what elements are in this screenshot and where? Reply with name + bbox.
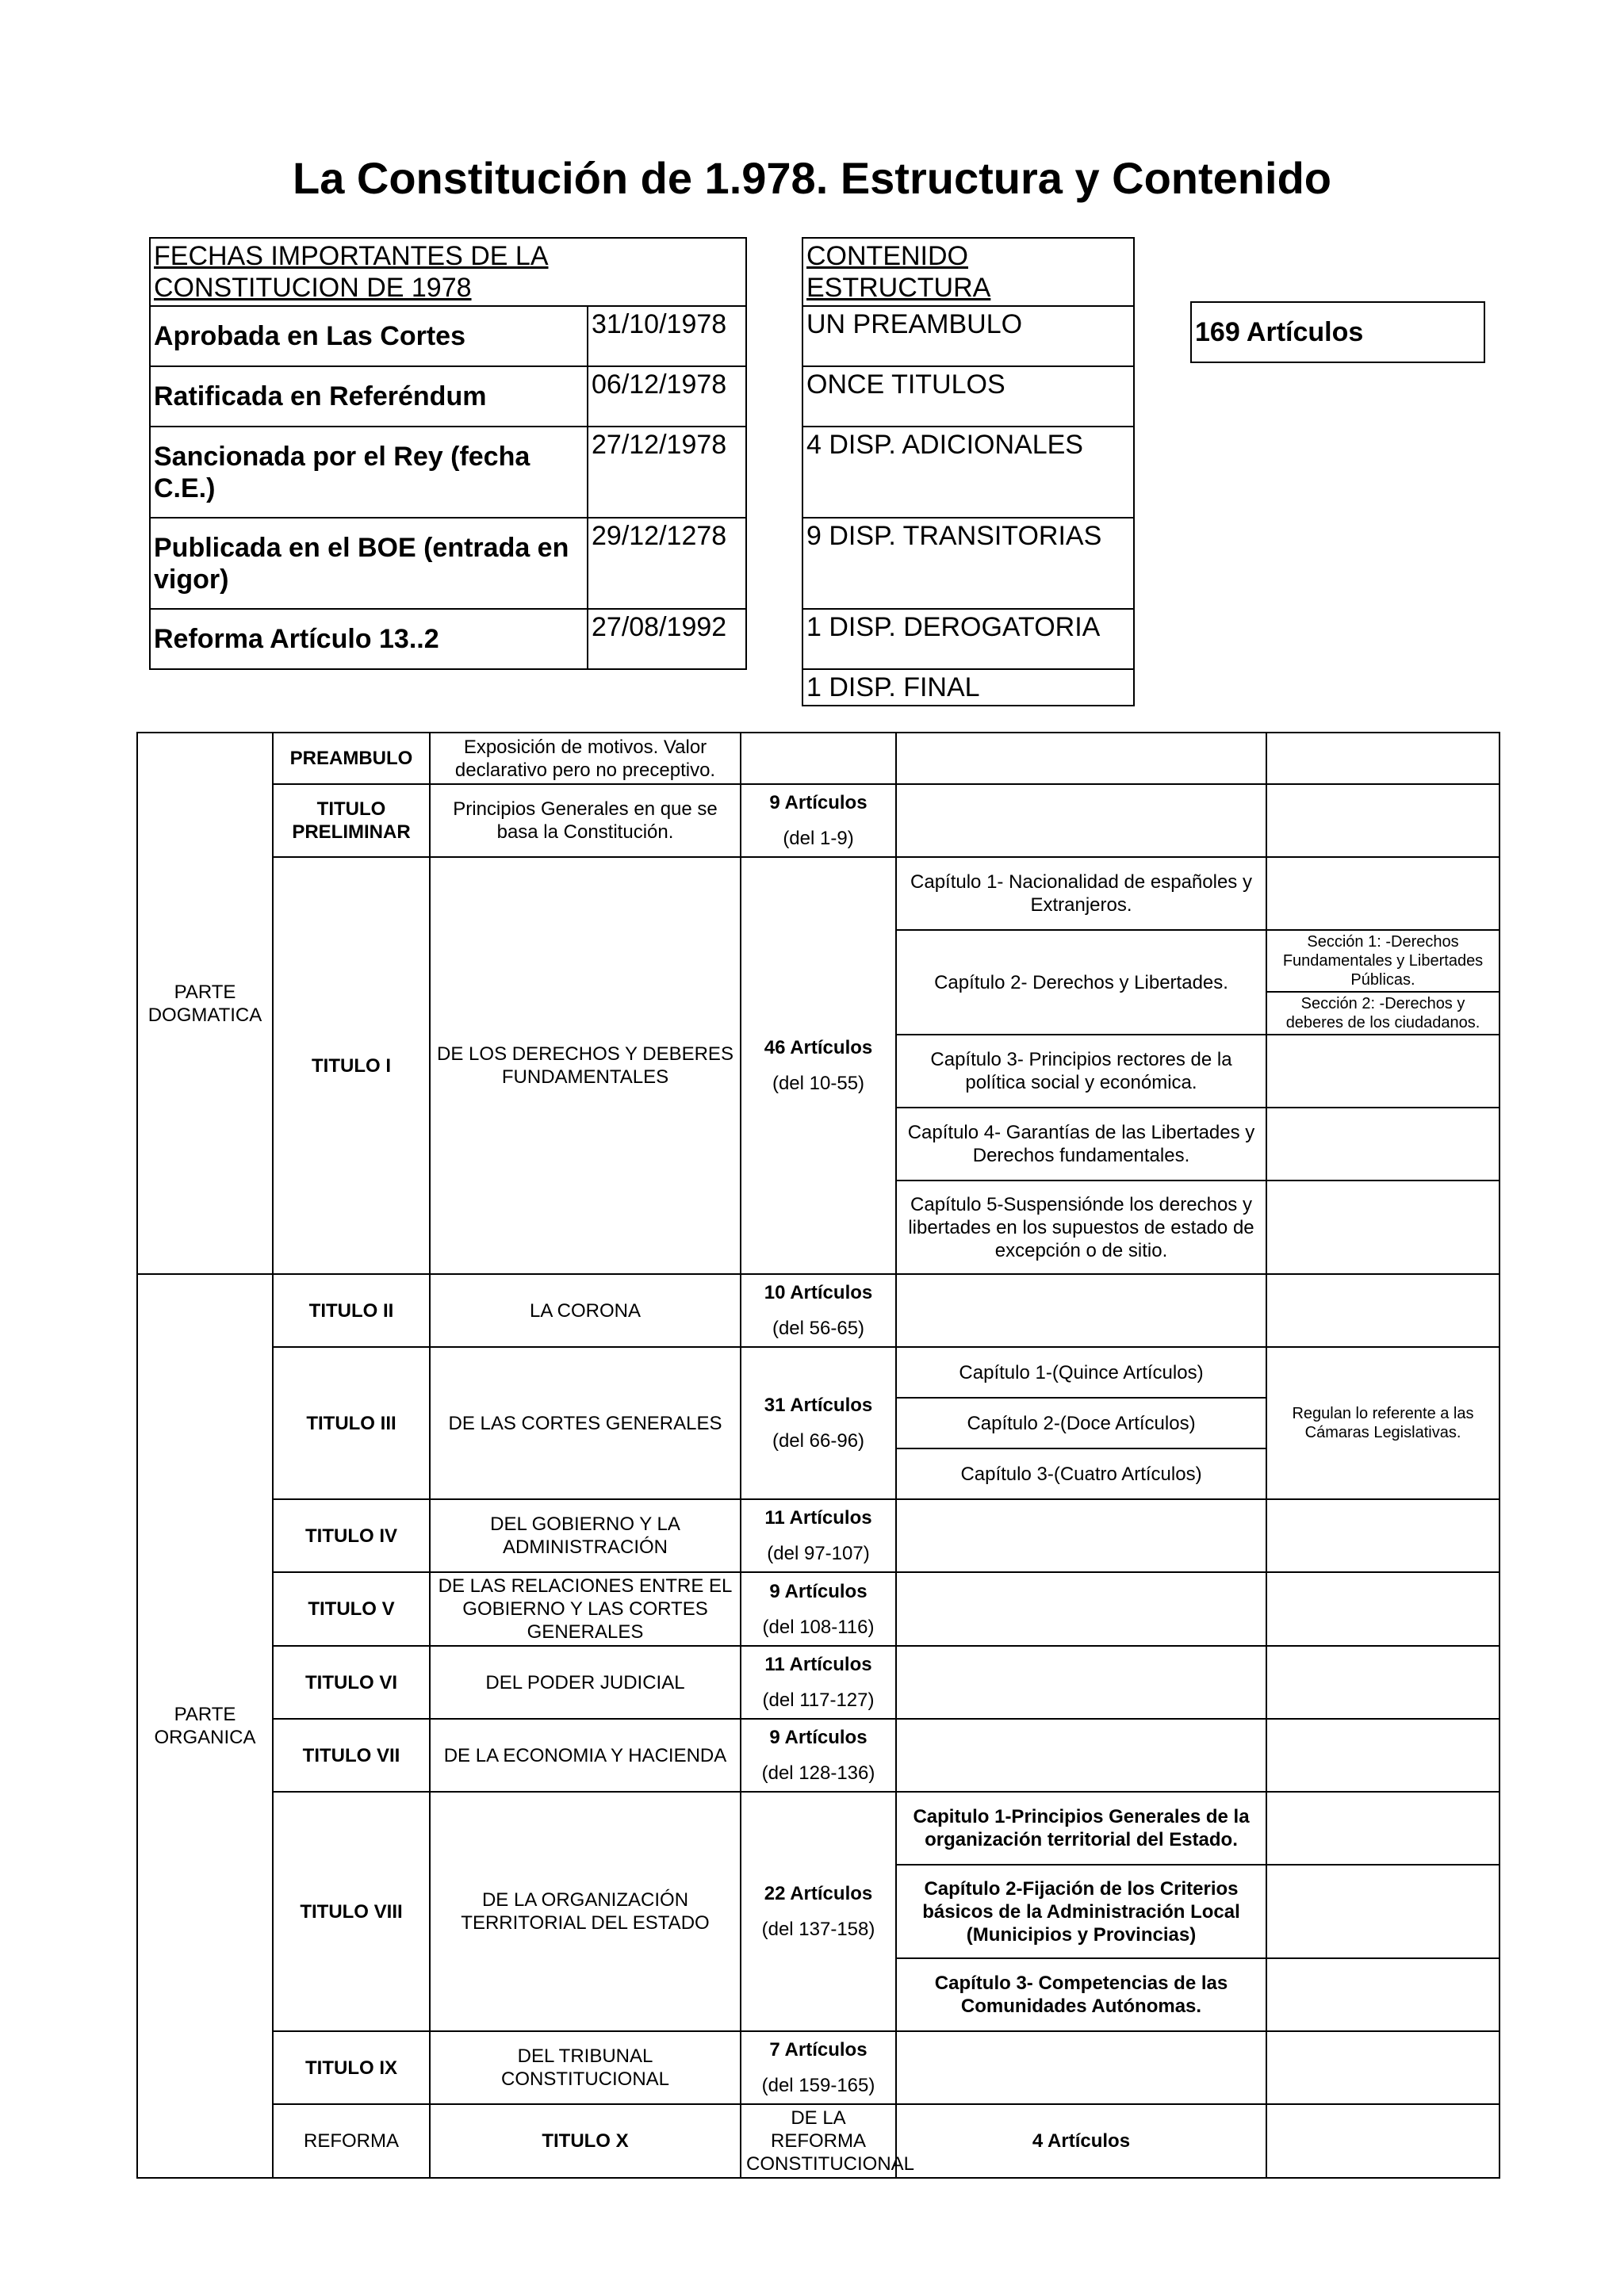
structure-header: CONTENIDO ESTRUCTURA (802, 238, 1134, 306)
title-name: TITULO VIII (273, 1792, 430, 2031)
date-label: Ratificada en Referéndum (150, 366, 588, 427)
structure-item: 4 DISP. ADICIONALES (802, 427, 1134, 518)
page-title: La Constitución de 1.978. Estructura y Contenido (293, 153, 1331, 203)
chapter: Capítulo 3- Competencias de las Comunidades Autónomas. (896, 1958, 1266, 2031)
title-name: TITULO V (273, 1572, 430, 1646)
article-count: 22 Artículos (764, 1883, 873, 1904)
article-range: (del 66-96) (772, 1430, 865, 1452)
date-value: 31/10/1978 (588, 306, 746, 366)
chapter: Capítulo 2-Fijación de los Criterios básicos de la Administración Local (Municipios y Provincias) (896, 1865, 1266, 1958)
article-range: (del 128-136) (761, 1762, 875, 1784)
article-count: 11 Artículos (764, 1654, 872, 1675)
date-label: Aprobada en Las Cortes (150, 306, 588, 366)
title-name: TITULO III (273, 1347, 430, 1499)
article-range: (del 159-165) (761, 2075, 875, 2096)
title-desc: DE LAS RELACIONES ENTRE EL GOBIERNO Y LAS CORTES GENERALES (430, 1572, 741, 1646)
date-label: Sancionada por el Rey (fecha C.E.) (150, 427, 588, 518)
article-count: 4 Artículos (896, 2104, 1266, 2178)
structure-item: UN PREAMBULO (802, 306, 1134, 366)
title-name: TITULO VII (273, 1719, 430, 1792)
article-range: (del 97-107) (767, 1543, 870, 1564)
total-articles: 169 Artículos (1190, 301, 1485, 363)
chapter: Capítulo 1- Nacionalidad de españoles y Extranjeros. (896, 857, 1266, 930)
title-desc: DE LA REFORMA CONSTITUCIONAL (741, 2104, 896, 2178)
title-desc: Exposición de motivos. Valor declarativo pero no preceptivo. (430, 733, 741, 784)
section: Sección 1: -Derechos Fundamentales y Libertades Públicas. (1266, 930, 1500, 992)
part-reforma: REFORMA (273, 2104, 430, 2178)
structure-table (802, 237, 1135, 706)
chapter: Capítulo 3- Principios rectores de la política social y económica. (896, 1035, 1266, 1108)
date-label: Reforma Artículo 13..2 (150, 609, 588, 669)
chapter-note: Regulan lo referente a las Cámaras Legislativas. (1266, 1347, 1500, 1499)
title-desc: DE LAS CORTES GENERALES (430, 1347, 741, 1499)
date-value: 06/12/1978 (588, 366, 746, 427)
chapter: Capítulo 3-(Cuatro Artículos) (896, 1448, 1266, 1499)
article-count: 9 Artículos (769, 1580, 868, 1602)
article-range: (del 137-158) (761, 1919, 875, 1940)
article-range: (del 56-65) (772, 1318, 865, 1339)
article-range: (del 10-55) (772, 1073, 865, 1094)
section: Sección 2: -Derechos y deberes de los ciudadanos. (1266, 992, 1500, 1035)
article-range: (del 117-127) (762, 1689, 875, 1711)
part-dogmatica: PARTE DOGMATICA (137, 733, 273, 1274)
date-value: 27/12/1978 (588, 427, 746, 518)
structure-item: 1 DISP. FINAL (802, 669, 1134, 706)
title-name: TITULO IX (273, 2031, 430, 2104)
title-name: PREAMBULO (273, 733, 430, 784)
title-name: TITULO VI (273, 1646, 430, 1719)
title-desc: LA CORONA (430, 1274, 741, 1347)
title-name: TITULO PRELIMINAR (273, 784, 430, 857)
title-desc: DE LA ORGANIZACIÓN TERRITORIAL DEL ESTADO (430, 1792, 741, 2031)
article-range: (del 1-9) (783, 828, 854, 849)
title-name: TITULO IV (273, 1499, 430, 1572)
chapter: Capitulo 1-Principios Generales de la organización territorial del Estado. (896, 1792, 1266, 1865)
chapter: Capítulo 5-Suspensiónde los derechos y libertades en los supuestos de estado de excepción o de sitio. (896, 1181, 1266, 1274)
article-count: 10 Artículos (764, 1282, 873, 1303)
constitution-structure-table (136, 732, 1500, 2179)
date-value: 29/12/1278 (588, 518, 746, 609)
structure-item: 1 DISP. DEROGATORIA (802, 609, 1134, 669)
dates-table (149, 237, 747, 670)
article-count: 11 Artículos (764, 1507, 872, 1529)
title-desc: Principios Generales en que se basa la Constitución. (430, 784, 741, 857)
chapter: Capítulo 2- Derechos y Libertades. (896, 930, 1266, 1035)
title-name: TITULO X (430, 2104, 741, 2178)
title-desc: DE LOS DERECHOS Y DEBERES FUNDAMENTALES (430, 857, 741, 1274)
title-desc: DEL PODER JUDICIAL (430, 1646, 741, 1719)
part-organica: PARTE ORGANICA (137, 1274, 273, 2178)
article-count: 9 Artículos (769, 792, 868, 813)
article-range: (del 108-116) (762, 1616, 875, 1638)
title-desc: DEL GOBIERNO Y LA ADMINISTRACIÓN (430, 1499, 741, 1572)
article-count: 46 Artículos (764, 1037, 873, 1058)
title-desc: DEL TRIBUNAL CONSTITUCIONAL (430, 2031, 741, 2104)
chapter: Capítulo 2-(Doce Artículos) (896, 1398, 1266, 1448)
structure-item: 9 DISP. TRANSITORIAS (802, 518, 1134, 609)
dates-header: FECHAS IMPORTANTES DE LA CONSTITUCION DE 1978 (150, 238, 746, 306)
date-value: 27/08/1992 (588, 609, 746, 669)
title-name: TITULO I (273, 857, 430, 1274)
structure-item: ONCE TITULOS (802, 366, 1134, 427)
title-desc: DE LA ECONOMIA Y HACIENDA (430, 1719, 741, 1792)
article-count: 31 Artículos (764, 1395, 873, 1416)
date-label: Publicada en el BOE (entrada en vigor) (150, 518, 588, 609)
title-name: TITULO II (273, 1274, 430, 1347)
chapter: Capítulo 4- Garantías de las Libertades y Derechos fundamentales. (896, 1108, 1266, 1181)
article-count: 7 Artículos (769, 2039, 868, 2061)
chapter: Capítulo 1-(Quince Artículos) (896, 1347, 1266, 1398)
article-count: 9 Artículos (769, 1727, 868, 1748)
